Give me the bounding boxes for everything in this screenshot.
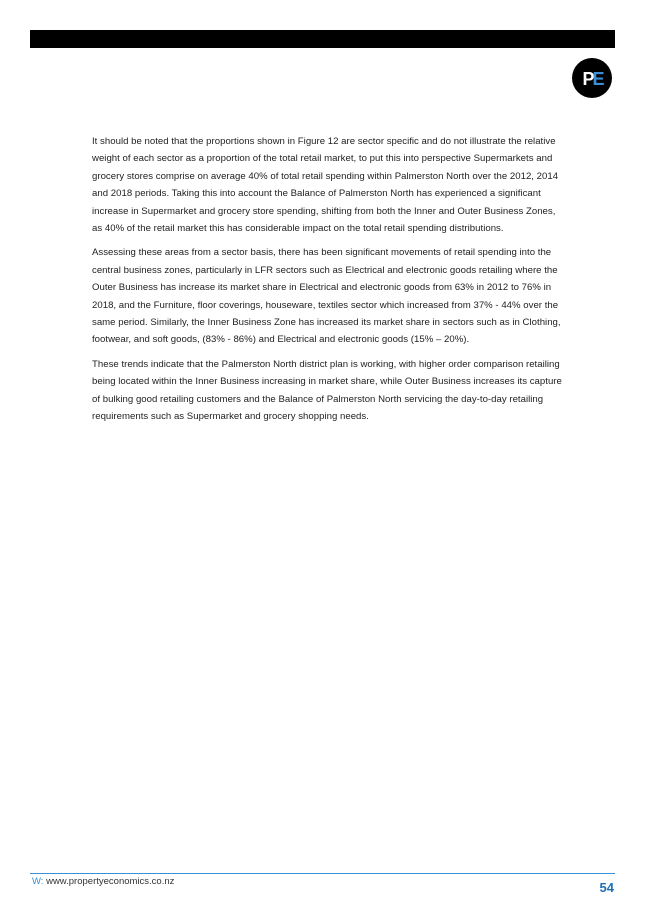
header-bar xyxy=(30,30,615,48)
page-number: 54 xyxy=(599,880,614,895)
pe-logo-graphic xyxy=(572,58,612,98)
body-text xyxy=(92,133,564,433)
paragraph-3: These trends indicate that the Palmerston North district plan is working, with higher order comparison retailing being located within the Inner Business increasing in market share, while Outer Business increases its capture of bulking good retailing customers and the Balance of Palmerston North servicing the day-to-day retailing requirements such as Supermarket and grocery shopping needs. xyxy=(92,358,562,423)
logo-letter-p: P xyxy=(582,69,595,89)
footer-rule xyxy=(30,873,615,874)
footer-web-url[interactable]: www.propertyeconomics.co.nz xyxy=(46,876,175,887)
paragraph-1: It should be noted that the proportions shown in Figure 12 are sector specific and do not illustrate the relative weight of each sector as a proportion of the total retail market, to put this into perspective Supermarkets and grocery stores comprise on average 40% of total retail spending within Palmerston North over the 2012, 2014 and 2018 periods. Taking this into account the Balance of Palmerston North has experienced a significant increase in Supermarket and grocery store spending, shifting from both the Inner and Outer Business Zones, as 40% of the retail market this has considerable impact on the total retail spending distributions. xyxy=(92,136,559,235)
logo-letter-e: E xyxy=(592,69,605,89)
pe-logo-icon xyxy=(572,58,612,98)
footer-web-label: W: xyxy=(32,876,44,887)
paragraph-2: Assessing these areas from a sector basis, there has been significant movements of retail spending into the central business zones, particularly in LFR sectors such as Electrical and electronic goods retailing where the Outer Business has increase its market share in Electrical and electronic goods from 63% in 2012 to 76% in 2018, and the Furniture, floor coverings, houseware, textiles sector which increased from 37% - 44% over the same period. Similarly, the Inner Business Zone has increased its market share in sectors such as in Clothing, footwear, and soft goods, (83% - 86%) and Electrical and electronic goods (15% – 20%). xyxy=(92,247,561,346)
footer-website xyxy=(32,876,174,887)
